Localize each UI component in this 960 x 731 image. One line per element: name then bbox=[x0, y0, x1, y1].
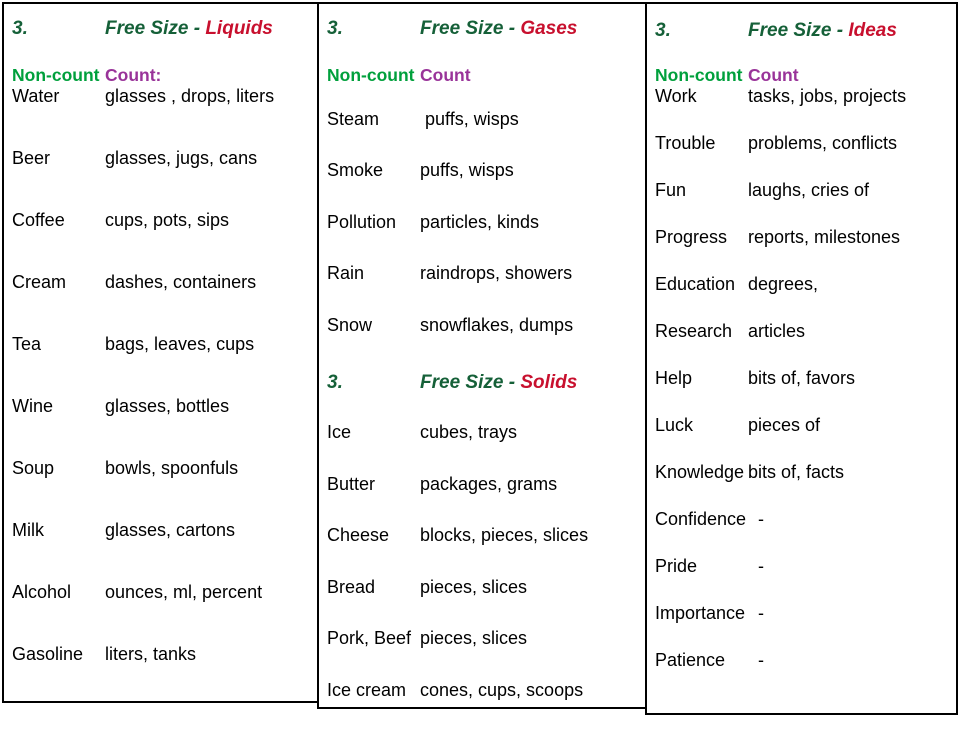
noncount-term: Pride bbox=[655, 555, 698, 576]
count-forms: bits of, facts bbox=[748, 461, 845, 482]
noncount-label: Non-count bbox=[12, 64, 100, 85]
column-gases-solids bbox=[317, 2, 647, 709]
noun-row bbox=[327, 525, 645, 577]
count-forms: pieces, slices bbox=[420, 628, 528, 649]
noncount-label: Non-count bbox=[655, 64, 743, 85]
noun-row bbox=[655, 227, 956, 274]
section-number: 3. bbox=[12, 18, 28, 39]
column-liquids bbox=[2, 2, 319, 703]
count-forms: problems, conflicts bbox=[748, 132, 898, 153]
solids-rows bbox=[319, 422, 645, 731]
section-number: 3. bbox=[327, 372, 343, 394]
noun-row bbox=[655, 180, 956, 227]
count-forms: puffs, wisps bbox=[420, 160, 514, 181]
noun-row bbox=[655, 650, 956, 697]
gases-rows bbox=[319, 109, 645, 367]
section-title: Free Size - bbox=[420, 18, 521, 39]
count-forms: degrees, bbox=[748, 273, 819, 294]
noncount-term: Smoke bbox=[327, 160, 384, 181]
count-forms: ounces, ml, percent bbox=[105, 581, 263, 602]
noncount-term: Patience bbox=[655, 649, 726, 670]
noncount-term: Pork, Beef bbox=[327, 628, 412, 649]
count-forms: raindrops, showers bbox=[420, 263, 573, 284]
count-forms: glasses, jugs, cans bbox=[105, 147, 258, 168]
section-category: Ideas bbox=[848, 20, 897, 41]
section-number: 3. bbox=[655, 20, 671, 41]
noun-row bbox=[12, 396, 317, 458]
section-category: Solids bbox=[520, 372, 578, 394]
section-number: 3. bbox=[327, 18, 343, 39]
noun-row bbox=[327, 474, 645, 526]
noncount-term: Ice cream bbox=[327, 679, 407, 700]
column-labels bbox=[12, 65, 317, 86]
noncount-term: Knowledge bbox=[655, 461, 745, 482]
noun-row bbox=[655, 274, 956, 321]
noncount-term: Research bbox=[655, 320, 733, 341]
count-forms: cones, cups, scoops bbox=[420, 679, 584, 700]
noncount-term: Butter bbox=[327, 473, 376, 494]
noncount-term: Cheese bbox=[327, 525, 390, 546]
count-forms: tasks, jobs, projects bbox=[748, 85, 907, 106]
noncount-term: Milk bbox=[12, 519, 44, 540]
count-forms: - bbox=[748, 555, 764, 576]
noncount-term: Pollution bbox=[327, 211, 397, 232]
noun-row bbox=[327, 628, 645, 680]
column-labels bbox=[327, 65, 645, 86]
noncount-term: Luck bbox=[655, 414, 694, 435]
noun-row bbox=[655, 415, 956, 462]
noncount-term: Education bbox=[655, 273, 736, 294]
noncount-term: Rain bbox=[327, 263, 365, 284]
column-header-solids bbox=[327, 372, 645, 395]
noun-row bbox=[655, 603, 956, 650]
count-label: Count: bbox=[105, 64, 162, 85]
count-forms: articles bbox=[748, 320, 806, 341]
count-forms: glasses , drops, liters bbox=[105, 85, 275, 106]
noncount-term: Cream bbox=[12, 271, 67, 292]
noun-row bbox=[12, 582, 317, 644]
noun-row bbox=[12, 334, 317, 396]
noun-row bbox=[655, 462, 956, 509]
noncount-term: Alcohol bbox=[12, 581, 72, 602]
column-header-gases bbox=[327, 18, 645, 41]
noun-row bbox=[655, 368, 956, 415]
section-title: Free Size - bbox=[420, 372, 521, 394]
noun-row bbox=[12, 148, 317, 210]
noun-row bbox=[327, 315, 645, 367]
noncount-term: Trouble bbox=[655, 132, 716, 153]
noun-row bbox=[327, 263, 645, 315]
count-forms: liters, tanks bbox=[105, 643, 197, 664]
noun-row bbox=[12, 458, 317, 520]
noun-row bbox=[12, 520, 317, 582]
noun-row bbox=[655, 86, 956, 133]
count-forms: glasses, bottles bbox=[105, 395, 230, 416]
noncount-term: Bread bbox=[327, 576, 376, 597]
count-forms: cubes, trays bbox=[420, 422, 518, 443]
count-forms: bits of, favors bbox=[748, 367, 856, 388]
noun-row bbox=[12, 86, 317, 148]
count-forms: reports, milestones bbox=[748, 226, 901, 247]
count-forms: packages, grams bbox=[420, 473, 558, 494]
section-title: Free Size - bbox=[748, 20, 849, 41]
noun-row bbox=[12, 272, 317, 334]
count-forms: - bbox=[748, 602, 764, 623]
noncount-term: Confidence bbox=[655, 508, 747, 529]
noncount-term: Beer bbox=[12, 147, 51, 168]
noun-row bbox=[655, 556, 956, 603]
noun-row bbox=[327, 109, 645, 161]
count-forms: dashes, containers bbox=[105, 271, 257, 292]
count-forms: puffs, wisps bbox=[420, 108, 519, 129]
noncount-term: Ice bbox=[327, 422, 352, 443]
noun-row bbox=[327, 680, 645, 731]
noun-row bbox=[327, 212, 645, 264]
column-header-liquids bbox=[12, 18, 317, 41]
noun-row bbox=[12, 210, 317, 272]
section-title: Free Size - bbox=[105, 18, 206, 39]
count-forms: blocks, pieces, slices bbox=[420, 525, 589, 546]
count-forms: pieces of bbox=[748, 414, 821, 435]
noun-row bbox=[655, 133, 956, 180]
noncount-term: Wine bbox=[12, 395, 54, 416]
count-forms: - bbox=[748, 649, 764, 670]
noncount-term: Gasoline bbox=[12, 643, 84, 664]
count-forms: - bbox=[748, 508, 764, 529]
noncount-term: Steam bbox=[327, 108, 380, 129]
noun-row bbox=[655, 509, 956, 556]
noun-row bbox=[327, 422, 645, 474]
section-category: Gases bbox=[520, 18, 578, 39]
count-forms: bags, leaves, cups bbox=[105, 333, 255, 354]
noun-row bbox=[327, 577, 645, 629]
noncount-term: Soup bbox=[12, 457, 55, 478]
count-forms: cups, pots, sips bbox=[105, 209, 230, 230]
count-label: Count bbox=[748, 64, 799, 85]
noun-row bbox=[12, 644, 317, 706]
count-forms: glasses, cartons bbox=[105, 519, 236, 540]
noncount-term: Coffee bbox=[12, 209, 65, 230]
noncount-term: Progress bbox=[655, 226, 728, 247]
count-forms: bowls, spoonfuls bbox=[105, 457, 239, 478]
column-labels bbox=[655, 65, 956, 86]
noncount-term: Work bbox=[655, 85, 697, 106]
column-header-ideas bbox=[655, 20, 956, 43]
noncount-term: Water bbox=[12, 85, 60, 106]
section-category: Liquids bbox=[205, 18, 273, 39]
count-forms: particles, kinds bbox=[420, 211, 540, 232]
noncount-label: Non-count bbox=[327, 64, 415, 85]
count-forms: pieces, slices bbox=[420, 576, 528, 597]
column-ideas bbox=[645, 2, 958, 715]
count-forms: laughs, cries of bbox=[748, 179, 870, 200]
count-label: Count bbox=[420, 64, 471, 85]
noncount-term: Importance bbox=[655, 602, 746, 623]
noncount-term: Snow bbox=[327, 314, 373, 335]
noncount-term: Tea bbox=[12, 333, 42, 354]
noun-row bbox=[655, 321, 956, 368]
noncount-term: Help bbox=[655, 367, 693, 388]
noun-row bbox=[327, 160, 645, 212]
noncount-term: Fun bbox=[655, 179, 687, 200]
count-forms: snowflakes, dumps bbox=[420, 314, 574, 335]
